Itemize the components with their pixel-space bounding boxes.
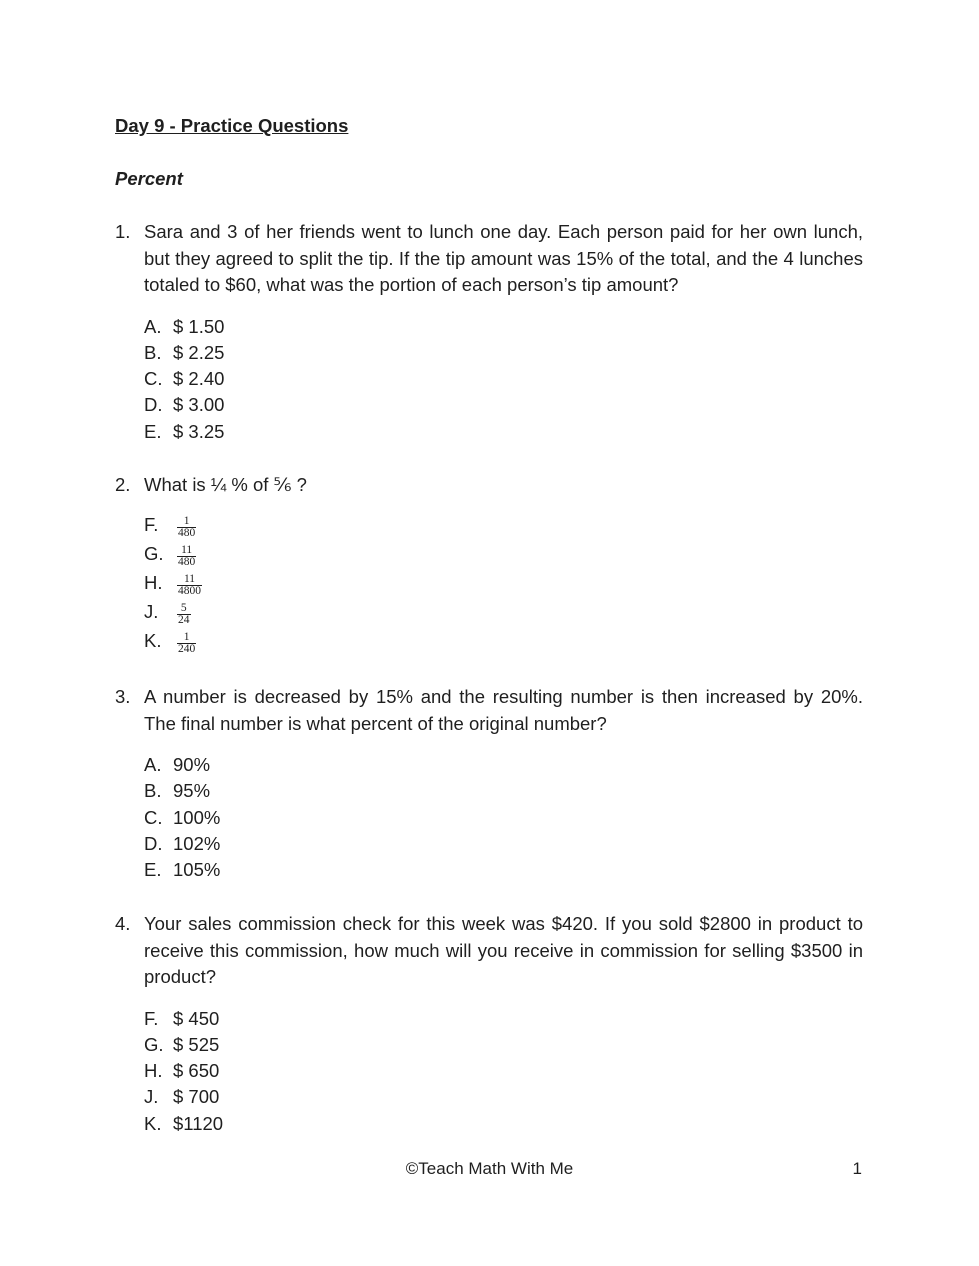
answer-choice	[115, 540, 863, 569]
answer-choice	[115, 627, 863, 656]
question-number: 3.	[115, 686, 131, 707]
choice-letter: F.	[144, 514, 159, 535]
answer-choice	[115, 314, 863, 340]
answer-choice	[115, 392, 863, 418]
choice-letter: G.	[144, 1033, 164, 1055]
choice-letter: K.	[144, 630, 162, 651]
answer-choices	[115, 1006, 863, 1137]
question-number: 4.	[115, 913, 131, 934]
choice-text: 105%	[173, 859, 221, 881]
choice-text: $ 2.40	[173, 368, 225, 390]
fraction-numerator: 1	[183, 630, 190, 643]
choice-text: 90%	[173, 754, 211, 775]
answer-choice	[115, 752, 863, 778]
choice-letter: B.	[144, 780, 162, 802]
choice-letter: J.	[144, 1086, 159, 1108]
choice-letter: J.	[144, 601, 159, 622]
answer-choices	[115, 511, 863, 656]
fraction	[177, 632, 196, 655]
fraction-denominator: 480	[178, 526, 196, 539]
choice-text: 102%	[173, 832, 221, 854]
question-text: A number is decreased by 15% and the resulting number is then increased by 20%. The final number is what percent of the original number?	[144, 686, 863, 734]
choice-letter: D.	[144, 832, 163, 854]
question-text: Your sales commission check for this week was $420. If you sold $2800 in product to receive this commission, how much will you receive in commission for selling $3500 in product?	[144, 913, 863, 987]
answer-choice	[115, 569, 863, 598]
choice-text: $ 700	[173, 1086, 220, 1108]
question-2	[115, 472, 863, 656]
choice-text: $1120	[173, 1112, 224, 1134]
choice-letter: C.	[144, 368, 163, 390]
answer-choice	[115, 1058, 863, 1084]
answer-choice	[115, 1111, 863, 1137]
choice-text: $ 650	[173, 1060, 220, 1082]
fraction-numerator: 11	[181, 543, 193, 556]
fraction-denominator: 4800	[178, 584, 201, 597]
choice-letter: B.	[144, 341, 162, 363]
answer-choice	[115, 778, 863, 804]
choice-letter: G.	[144, 543, 164, 564]
choice-letter: F.	[144, 1007, 159, 1029]
question-4	[115, 911, 863, 1137]
answer-choice	[115, 511, 863, 540]
answer-choice	[115, 805, 863, 831]
footer-copyright: ©Teach Math With Me	[405, 1159, 574, 1178]
question-number: 1.	[115, 221, 131, 242]
answer-choice	[115, 340, 863, 366]
fraction-denominator: 24	[178, 613, 190, 626]
choice-letter: A.	[144, 315, 162, 337]
fraction-numerator: 11	[183, 572, 196, 585]
question-number: 2.	[115, 474, 131, 495]
answer-choices	[115, 314, 863, 445]
answer-choice	[115, 857, 863, 883]
choice-text: 100%	[173, 806, 221, 828]
section-title: Percent	[115, 168, 183, 189]
question-3	[115, 684, 863, 883]
answer-choice	[115, 1006, 863, 1032]
choice-text: $ 450	[173, 1007, 220, 1029]
choice-letter: H.	[144, 1060, 163, 1082]
choice-text: $ 525	[173, 1033, 220, 1055]
answer-choice	[115, 1032, 863, 1058]
answer-choice	[115, 366, 863, 392]
answer-choice	[115, 1084, 863, 1110]
choice-text: $ 3.00	[173, 394, 225, 416]
choice-letter: H.	[144, 572, 163, 593]
fraction	[177, 603, 191, 626]
choice-letter: D.	[144, 394, 163, 416]
fraction	[177, 545, 196, 568]
page-title: Day 9 - Practice Questions	[115, 115, 349, 136]
fraction-denominator: 240	[178, 642, 196, 655]
fraction-numerator: 1	[183, 514, 190, 527]
answer-choices	[115, 752, 863, 883]
choice-text: $ 3.25	[173, 420, 225, 442]
choice-letter: C.	[144, 806, 163, 828]
fraction	[177, 574, 202, 597]
fraction	[177, 516, 196, 539]
fraction-numerator: 5	[180, 601, 187, 614]
answer-choice	[115, 598, 863, 627]
choice-letter: K.	[144, 1112, 162, 1134]
question-1	[115, 219, 863, 445]
choice-letter: A.	[144, 754, 162, 775]
fraction-denominator: 480	[178, 555, 196, 568]
answer-choice	[115, 831, 863, 857]
question-text: What is ¼ % of ⅚ ?	[144, 474, 307, 495]
choice-text: 95%	[173, 780, 211, 802]
choice-letter: E.	[144, 420, 162, 442]
choice-letter: E.	[144, 859, 162, 881]
page-number: 1	[852, 1159, 862, 1178]
choice-text: $ 1.50	[173, 315, 225, 337]
choice-text: $ 2.25	[173, 341, 225, 363]
question-text: Sara and 3 of her friends went to lunch one day. Each person paid for her own lunch, but they agreed to split the tip. If the tip amount was 15% of the total, and the 4 lunches totaled to $60, what was the portion of each person’s tip amount?	[144, 221, 863, 295]
answer-choice	[115, 419, 863, 445]
